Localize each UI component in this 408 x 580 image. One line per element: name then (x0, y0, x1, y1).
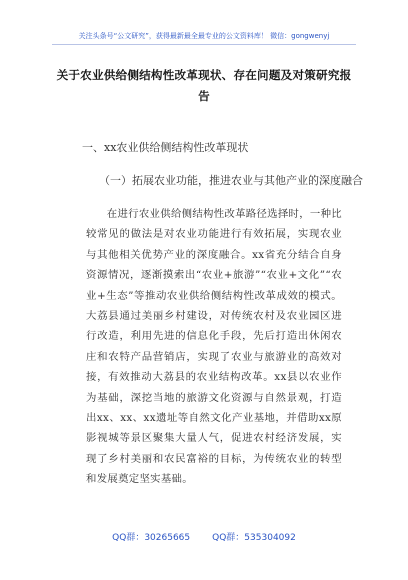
footer-qq-group-2: QQ群：535304092 (212, 533, 296, 543)
document-title: 关于农业供给侧结构性改革现状、存在问题及对策研究报告 (56, 68, 352, 103)
footer-contacts (0, 530, 408, 543)
footer-qq-group-1: QQ群：30265665 (112, 533, 191, 543)
subsection-heading: （一）拓展农业功能，推进农业与其他产业的深度融合 (99, 174, 363, 187)
header-banner: 关注头条号“公文研究”，获得最新最全最专业的公文资料库！ 微信：gongwenyj (78, 32, 330, 40)
header-divider (52, 44, 356, 45)
section-heading: 一、xx农业供给侧结构性改革现状 (82, 141, 249, 154)
body-paragraph: 在进行农业供给侧结构性改革路径选择时，一种比较常见的做法是对农业功能进行有效拓展，实现农业与其他相关优势产业的深度融合。xx省充分结合自身资源情况，逐渐摸索出“农业+旅游”“农业+文化”“农业+生态”等推动农业供给侧结构性改革成效的模式。大荔县通过美丽乡村建设，对传统农村及农业园区进行改造，利用先进的信息化手段，先后打造出休闲农庄和农特产品营销店，实现了农业与旅游业的高效对接，有效推动大荔县的农业结构改革。xx县以农业作为基础，深挖当地的旅游文化资源与自然景观，打造出xx、xx、xx遗址等自然文化产业基地，并借助xx原影视城等景区聚集大量人气，促进农村经济发展，实现了乡村美丽和农民富裕的目标，为传统农业的转型和发展奠定坚实基础。 (86, 208, 342, 486)
